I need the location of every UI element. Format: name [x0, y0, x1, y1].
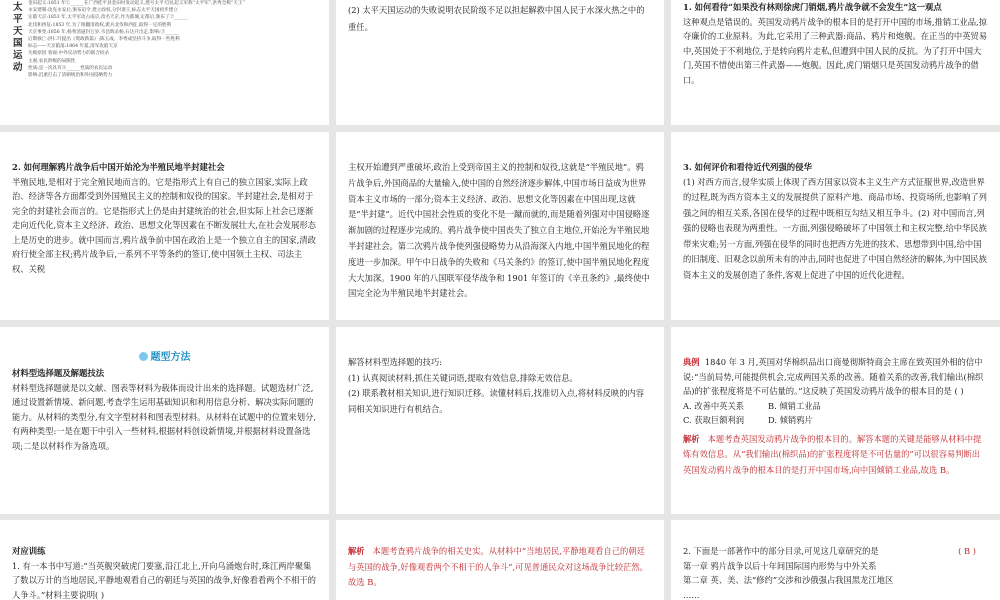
technique-panel [336, 327, 664, 514]
options-row [683, 399, 988, 414]
semi-colonial-heading: 2. 如何理解鸦片战争后中国开始沦为半殖民地半封建社会 [12, 162, 225, 172]
analysis-text: 本题考查英国发动鸦片战争的根本目的。解答本题的关键是能够从材料中提炼有效信息。从“我们输出(棉织品)的扩张程度将是不可估量的”可以很容易判断出英国发动鸦片战争的根本目的是打开中国市场,向中国倾销工业品,故选 B。 [683, 433, 982, 475]
invasion-heading: 3. 如何评价和看待近代列强的侵华 [683, 162, 812, 172]
method-panel [0, 327, 329, 514]
table-row: 天京事变:1856 年,杨秀清逼封万岁,韦昌辉杀杨,石达开出走,影响:③______ [28, 29, 179, 35]
table-row: 影响:沉重打击了清朝统治和外国侵略势力 [28, 73, 113, 79]
exercise-two-panel [671, 520, 1000, 600]
table-row: 失败原因 客观:中外反动势力的联合绞杀 [28, 51, 110, 57]
answer-blank: ( ) [954, 386, 964, 397]
toc-line: 第一章 鸦片战争以后十年间国际国内形势与中外关系 [683, 560, 877, 571]
toc-line: …… [683, 589, 700, 600]
technique-line: 解答材料型选择题的技巧: [348, 357, 443, 367]
option-a: A. 改善中英关系 [683, 400, 745, 411]
viewpoint-text: 这种观点是错误的。英国发动鸦片战争的根本目的是打开中国的市场,推销工业品,掠夺廉价的工业原料。为此,它采用了三种武器:商品、鸦片和炮舰。在正当的中英贸易中,英国处于不利地位,于是转向鸦片走私,但遭到中国人民的反抗。为了打开中国大门,英国不惜使出第三件武器——炮舰。因此,虎门销烟只是英国发动鸦片战争的借口。 [683, 16, 988, 85]
semi-colonial-panel [0, 132, 329, 320]
table-row: 定都天京:1853 年,太平军攻占南京,改名天京,作为都城,定都后,颁布了②______ [28, 15, 188, 21]
exercise-analysis-text: 本题考查鸦片战争的相关史实。从材料中“当地居民,平静地观看自己的朝廷与英国的战争,好像观看两个不相干的人争斗”,可见普通民众对这场战争比较茫然。故选 B。 [348, 546, 648, 587]
lamp-icon [139, 352, 148, 361]
exercise-text: 1. 有一本书中写道:“当英舰突破虎门要塞,沿江北上,开向乌涌炮台时,珠江两岸聚集了数以万计的当地居民,平静地观看自己的朝廷与英国的战争,好像看看两个不相干的人争斗。”材料主要说明( ) [12, 560, 316, 600]
example-label: 典例 [683, 357, 700, 367]
option-b: B. 倾销工业品 [768, 400, 821, 411]
analysis-label: 解析 [683, 433, 700, 444]
invasion-text: (1) 对西方而言,侵华实质上体现了西方国家以资本主义生产方式征服世界,改造世界的过程,既为西方资本主义的发展提供了原料产地、商品市场、投资场所,也影响了列强之间的相互关系,各国在侵华的过程中既相互勾结又相互争斗。(2) 对中国而言,列强的侵略也表现为两重性。一方面,列强侵略破坏了中国领土和主权完整,给中华民族带来灾难;另一方面,列强在侵华的同时也把西方先进的技术、思想带到中国,给中国的旧制度、旧观念以前所未有的冲击,同时也促进了中国自然经济的解体,为中国民族资本主义的发展创造了条件,客观上促进了中国的近代化进程。 [683, 176, 987, 280]
exercise-panel [0, 520, 329, 600]
example-panel [671, 327, 1000, 514]
table-row: 主观:农民阶级的局限性 [28, 58, 76, 64]
method-heading: 材料型选择题及解题技法 [12, 368, 105, 378]
table-row: 永安建制:攻克永安后,颁布诏令,建立政权,分封诸王,标志太平天国初步建立 [28, 8, 178, 14]
question-answer: ( B ) [958, 546, 976, 556]
table-row: 后期救亡:洪仁玕提出《资政新篇》;陈玉成、李秀成坚持斗争,取得一些胜利 [28, 37, 180, 43]
example-stem: 1840 年 3 月,英国对华棉织品出口商曼彻斯特商会主席在致英国外相的信中说:“当前局势,可能提供机会,完成两国关系的改善。随着关系的改善,我们输出(棉织品)的扩张程度将是不可估量的。”这反映了英国发动鸦片战争的根本目的是 [683, 357, 984, 397]
technique-line: (1) 认真阅读材料,抓住关键词语,提取有效信息,排除无效信息。 [348, 372, 578, 383]
vertical-title: 太平天国运动 [13, 2, 23, 73]
question-text: 2. 下面是一部著作中的部分目录,可见这几章研究的是 [683, 546, 879, 556]
invasion-evaluation-panel [671, 132, 1000, 320]
summary-text: (2) 太平天国运动的失败说明农民阶级不足以担起解救中国人民于水深火热之中的重任。 [348, 5, 645, 32]
method-banner: 题型方法 [12, 351, 317, 365]
knowledge-table-panel [0, 0, 329, 125]
table-row: 北伐和西征:1853 年,为了推翻清政权,派兵北伐和西征,取得一定的胜利 [28, 22, 172, 28]
exercise-analysis-label: 解析 [348, 546, 365, 556]
option-d: D. 倾销鸦片 [768, 415, 813, 426]
toc-line: 第二章 英、美、法“修约”交涉和沙俄强占我国黑龙江地区 [683, 575, 894, 586]
table-row: 标志——天京陷落:1864 年夏,清军攻陷天京 [28, 44, 118, 50]
exercise-analysis-panel [336, 520, 664, 600]
table-row: 金田起义:1851 年①______在广西桂平县金田村发动起义,建号太平天国,起义军称“太平军”,洪秀全称“天王” [28, 1, 245, 6]
semi-colonial-continued-text: 主权开始遭到严重破坏,政治上受到帝国主义的控制和奴役,这就是“半殖民地”。鸦片战争后,外国商品的大量输入,使中国的自然经济逐步解体,中国市场日益成为世界资本主义市场的一部分;资本主义经济、政治、思想文化等因素在中国出现,这就是“半封建”。近代中国社会性质的变化不是一蹴而就的,而是随着列强对中国侵略逐渐加剧的过程逐步完成的。鸦片战争使中国丧失了独立自主地位,开始沦为半殖民地半封建社会。第二次鸦片战争使列强侵略势力从沿海深入内地,中国半殖民地化的程度进一步加深。甲午中日战争的失败和《马关条约》的签订,使中国半殖民地化程度大大加深。1900 年的八国联军侵华战争和 1901 年签订的《辛丑条约》,最终使中国完全沦为半殖民地半封建社会。 [348, 162, 650, 299]
method-text: 材料型选择题就是以文献、图表等材料为载体而设计出来的选择题。试题选材广泛,通过设置新情境、新问题,考查学生运用基础知识和利用信息分析、解决实际问题的能力。从材料的类型分,有文字型材料和图表型材料。从材料在试题中的位置来划分,有两种类型:一是在题干中引入一些材料,根据材料创设新情境,并根据材料设置备选项;二是以材料作为备选项。 [12, 382, 316, 451]
table-row: 性质:是一次具有④______性质的农民运动 [28, 65, 113, 71]
knowledge-table [28, 0, 318, 79]
option-c: C. 获取巨额利润 [683, 415, 745, 426]
viewpoint-panel [671, 0, 1000, 125]
summary-panel [336, 0, 664, 125]
viewpoint-heading: 1. 如何看待“如果没有林则徐虎门销烟,鸦片战争就不会发生”这一观点 [683, 2, 942, 12]
technique-line: (2) 联系教材相关知识,进行知识迁移。读懂材料后,找准切入点,将材料反映的内容同相关知识进行有机结合。 [348, 388, 645, 414]
exercise-heading: 对应训练 [12, 546, 46, 556]
semi-colonial-continued-panel [336, 132, 664, 320]
semi-colonial-text: 半殖民地,是相对于完全殖民地而言的。它是指形式上有自己的独立国家,实际上政治、经济等各方面都受到外国殖民主义的控制和奴役的国家。半封建社会,是相对于完全的封建社会而言的。它是指形式上仍是由封建统治的社会,但实际上社会已逐渐走向近代化,资本主义经济、政治、思想文化等因素在不断发展壮大,在社会发展形态上是历史的进步。就中国而言,鸦片战争前中国在政治上是一个独立自主的国家,清政府行使全部主权;鸦片战争后,一系列不平等条约的签订,使中国领土主权、司法主权、关税 [12, 176, 316, 275]
options-row [683, 413, 988, 428]
